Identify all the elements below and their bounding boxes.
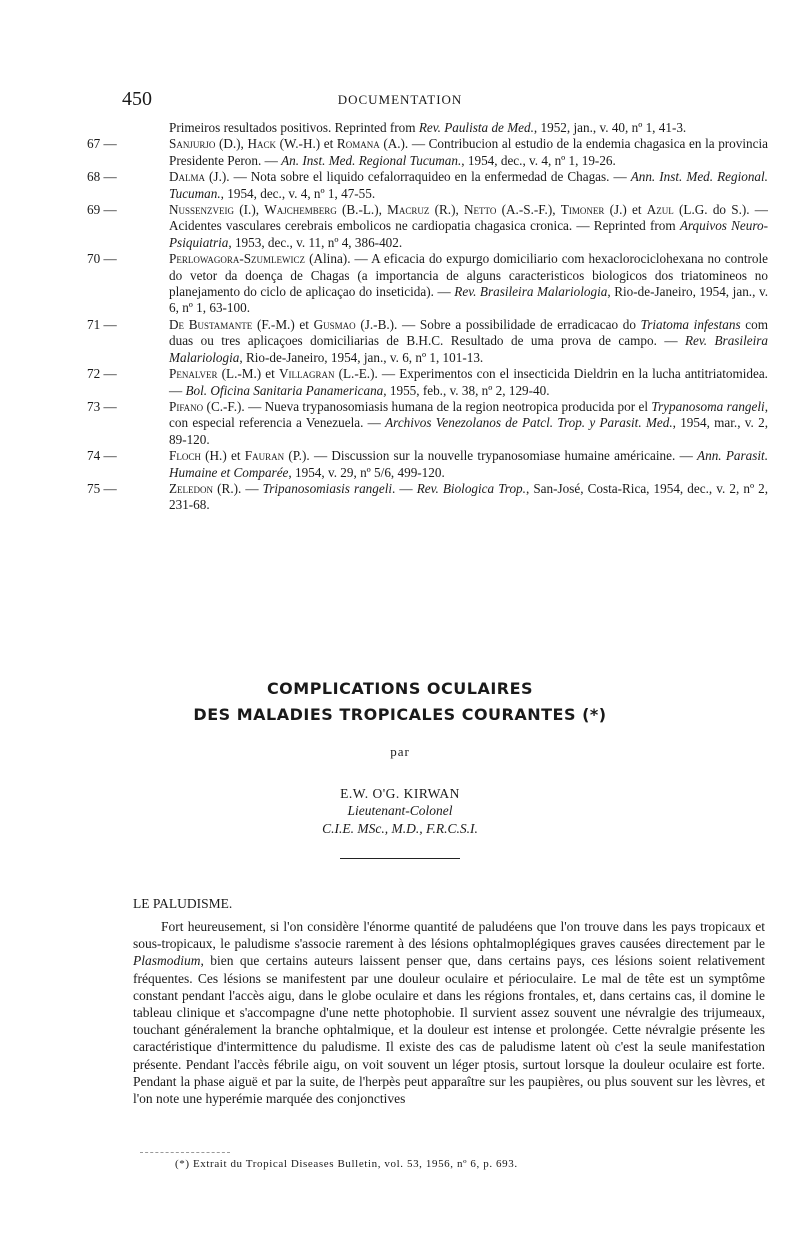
- text-run: (J.-B.). — Sobre a possibilidade de erradicacao do: [355, 316, 641, 332]
- author-surname: Hack: [247, 136, 277, 152]
- text-run: , 1955, feb., v. 38, nº 2, 129-40.: [383, 382, 550, 398]
- author-surname: Gusmao: [313, 316, 356, 332]
- article-heading: [0, 676, 800, 859]
- text-run: (L.-E.). — Experimentos con el insecticida Dieldrin en la lucha antitriatomidea. —: [169, 366, 768, 398]
- reference-number: 71 —: [87, 316, 117, 332]
- article-title-line-1: COMPLICATIONS OCULAIRES: [266, 679, 534, 698]
- page-header: [0, 88, 800, 110]
- italic-text: Arquivos Neuro-Psiquiatria: [169, 218, 769, 250]
- italic-text: Rev. Biologica Trop.: [416, 480, 526, 496]
- text-run: (C.-F.). — Nueva trypanosomiasis humana de la region neotropica producida por el: [203, 398, 652, 414]
- text-run: (I.),: [234, 202, 265, 218]
- text-run: (J.). — Nota sobre el liquido cefalorraquideo en la enfermedad de Chagas. —: [205, 169, 631, 185]
- reference-number: 74 —: [87, 448, 117, 464]
- text-run: , 1954, mar., v. 2, 89-120.: [169, 415, 768, 447]
- reference-item: [87, 251, 768, 317]
- reference-number: 73 —: [87, 398, 117, 414]
- text-run: (L.G. do S.). — Acidentes vasculares cerebrais embolicos ne cardiopatia chagasica cronica. — Reprinted from: [169, 202, 768, 234]
- italic-text: Bol. Oficina Sanitaria Panamericana: [185, 382, 384, 398]
- author-surname: Pifano: [169, 398, 204, 414]
- text-run: (A.-S.-F.),: [496, 202, 561, 218]
- text-run: (J.) et: [604, 202, 647, 218]
- text-run: (R.),: [429, 202, 465, 218]
- author-surname: Romana: [336, 136, 380, 152]
- text-run: (R.). —: [213, 480, 263, 496]
- text-run: (B.-L.),: [336, 202, 388, 218]
- italic-text: Archivos Venezolanos de Patcl. Trop. y Parasit. Med.: [385, 415, 673, 431]
- reference-item: [87, 448, 768, 481]
- author-surname: Floch: [169, 448, 201, 464]
- author-surname: Dalma: [169, 169, 206, 185]
- author-rank: Lieutenant-Colonel: [347, 803, 453, 818]
- reference-number: 75 —: [87, 480, 117, 496]
- text-run: , Rio-de-Janeiro, 1954, jan., v. 6, nº 1, 63-100.: [169, 284, 768, 316]
- author-surname: Fauran: [244, 448, 285, 464]
- italic-text: Plasmodium: [133, 953, 201, 969]
- text-run: , 1954, dec., v. 4, nº 1, 47-55.: [220, 185, 376, 201]
- section-heading: LE PALUDISME.: [133, 896, 233, 911]
- italic-text: An. Inst. Med. Regional Tucuman.: [281, 152, 462, 168]
- author-surname: Zeledon: [169, 480, 214, 496]
- reference-number: 70 —: [87, 251, 117, 267]
- author-surname: Azul: [646, 202, 674, 218]
- article-title-line-2: DES MALADIES TROPICALES COURANTES (*): [193, 705, 607, 724]
- reference-number: 68 —: [87, 169, 117, 185]
- italic-text: Rev. Brasileira Malariologia: [169, 333, 768, 365]
- reference-list: [87, 120, 769, 514]
- italic-text: Ann. Inst. Med. Regional. Tucuman.: [169, 169, 768, 201]
- text-run: (F.-M.) et: [252, 316, 314, 332]
- footnote: (*) Extrait du Tropical Diseases Bulletin, vol. 53, 1956, nº 6, p. 693.: [175, 1158, 518, 1170]
- author-surname: Sanjurjo: [169, 136, 216, 152]
- italic-text: Ann. Parasit. Humaine et Comparée: [169, 448, 768, 480]
- author-surname: Netto: [464, 202, 497, 218]
- text-run: (L.-M.) et: [217, 366, 279, 382]
- reference-item: [87, 398, 768, 448]
- author-titles: C.I.E. MSc., M.D., F.R.C.S.I.: [322, 821, 478, 836]
- reference-item: [87, 202, 769, 251]
- text-run: . —: [392, 480, 417, 496]
- running-title: DOCUMENTATION: [337, 92, 463, 107]
- reference-item: [87, 366, 768, 399]
- text-run: (W.-H.) et: [276, 136, 337, 152]
- text-run: (A.). — Contribucion al estudio de la endemia chagasica en la provincia Presidente Peron. —: [169, 136, 769, 168]
- text-run: , 1952, jan., v. 40, nº 1, 41-3.: [533, 120, 687, 135]
- reference-number: 72 —: [87, 366, 117, 382]
- text-run: , 1954, v. 29, nº 5/6, 499-120.: [288, 464, 445, 480]
- author-surname: Timoner: [560, 202, 605, 218]
- author-surname: Penalver: [169, 366, 218, 382]
- author-surname: De Bustamante: [169, 316, 253, 332]
- reference-number: 69 —: [87, 202, 117, 218]
- author-surname: Villagran: [278, 366, 335, 382]
- reference-item: [87, 480, 768, 514]
- text-run: , con especial referencia a Venezuela. —: [169, 398, 768, 431]
- byline-par: par: [390, 744, 410, 759]
- text-run: (D.),: [215, 136, 248, 152]
- italic-text: Rev. Paulista de Med.: [418, 120, 534, 135]
- text-run: , bien que certains auteurs laissent penser que, dans certains pays, ces lésions soient relativement fréquentes. Ces lésions se manifestent par une douleur oculaire et périoculaire. Le mal de tête est un symptôme constant pendant l'accès aigu, dans le globe oculaire et dans les régions frontales, et, dans certains cas, il domine le tableau clinique et s'accompagne d'une nette photophobie. Il survient assez souvent une névralgie des trijumeaux, touchant généralement la branche ophtalmique, et la douleur est intense et prolongée. Cette névralgie présente les caractéristique d'intermittence du paludisme. Il existe des cas de paludisme latent où c'est la seule manifestation présente. Pendant l'accès fébrile aigu, on voit souvent un léger ptosis, surtout lorsque la douleur oculaire est forte. Pendant la phase aiguë et par la suite, de l'herpès peut apparaître sur les paupières, ou plus souvent sur les lèvres, et l'on note une hyperémie marquée des conjonctives: [133, 953, 765, 1107]
- italic-text: Triatoma infestans: [640, 316, 741, 332]
- body-paragraph: [133, 918, 765, 1107]
- text-run: (H.) et: [200, 448, 245, 464]
- reference-item: [87, 316, 768, 366]
- reference-item: [87, 136, 769, 169]
- author-surname: Nussenzveig: [169, 202, 235, 218]
- italic-text: Tripanosomiasis rangeli: [262, 480, 393, 496]
- text-run: com duas ou tres aplicaçoes domiciliarias de B.H.C. Resultado de uma prova de campo. —: [169, 316, 768, 349]
- footnote-rule: [140, 1152, 230, 1153]
- text-run: , 1953, dec., v. 11, nº 4, 386-402.: [228, 234, 403, 250]
- author-surname: Macruz: [387, 202, 430, 218]
- text-run: (Alina). — A eficacia do expurgo domiciliario com hexaclorociclohexana no controle do vetor da doença de Chagas (a importancia de alguns caracteristicos biologicos dos triatomineos no planejamento do ciclo de aplicaçao do inseticida). —: [169, 251, 768, 300]
- author-surname: Wajchemberg: [264, 202, 337, 218]
- italic-text: Rev. Brasileira Malariologia: [454, 284, 608, 300]
- text-run: , San-José, Costa-Rica, 1954, dec., v. 2, nº 2, 231-68.: [169, 480, 768, 513]
- text-run: (P.). — Discussion sur la nouvelle trypanosomiase humaine américaine. —: [284, 448, 698, 464]
- text-run: Fort heureusement, si l'on considère l'énorme quantité de paludéens que l'on trouve dans les pays tropicaux et sous-tropicaux, le paludisme s'associe rarement à des lésions ophtalmoplégiques graves causées directement par le: [133, 919, 765, 952]
- reference-item: [87, 169, 768, 202]
- title-rule: [340, 858, 460, 859]
- page-number: 450: [122, 88, 152, 110]
- text-run: , 1954, dec., v. 4, nº 1, 19-26.: [461, 152, 616, 168]
- author-name: E.W. O'G. KIRWAN: [340, 786, 460, 801]
- reference-number: 67 —: [87, 136, 117, 152]
- reference-item: [128, 120, 768, 136]
- text-run: Primeiros resultados positivos. Reprinted from: [169, 120, 419, 135]
- author-surname: Perlowagora-Szumlewicz: [169, 251, 306, 267]
- text-run: , Rio-de-Janeiro, 1954, jan., v. 6, nº 1, 101-13.: [239, 349, 484, 365]
- italic-text: Trypanosoma rangeli: [651, 398, 765, 414]
